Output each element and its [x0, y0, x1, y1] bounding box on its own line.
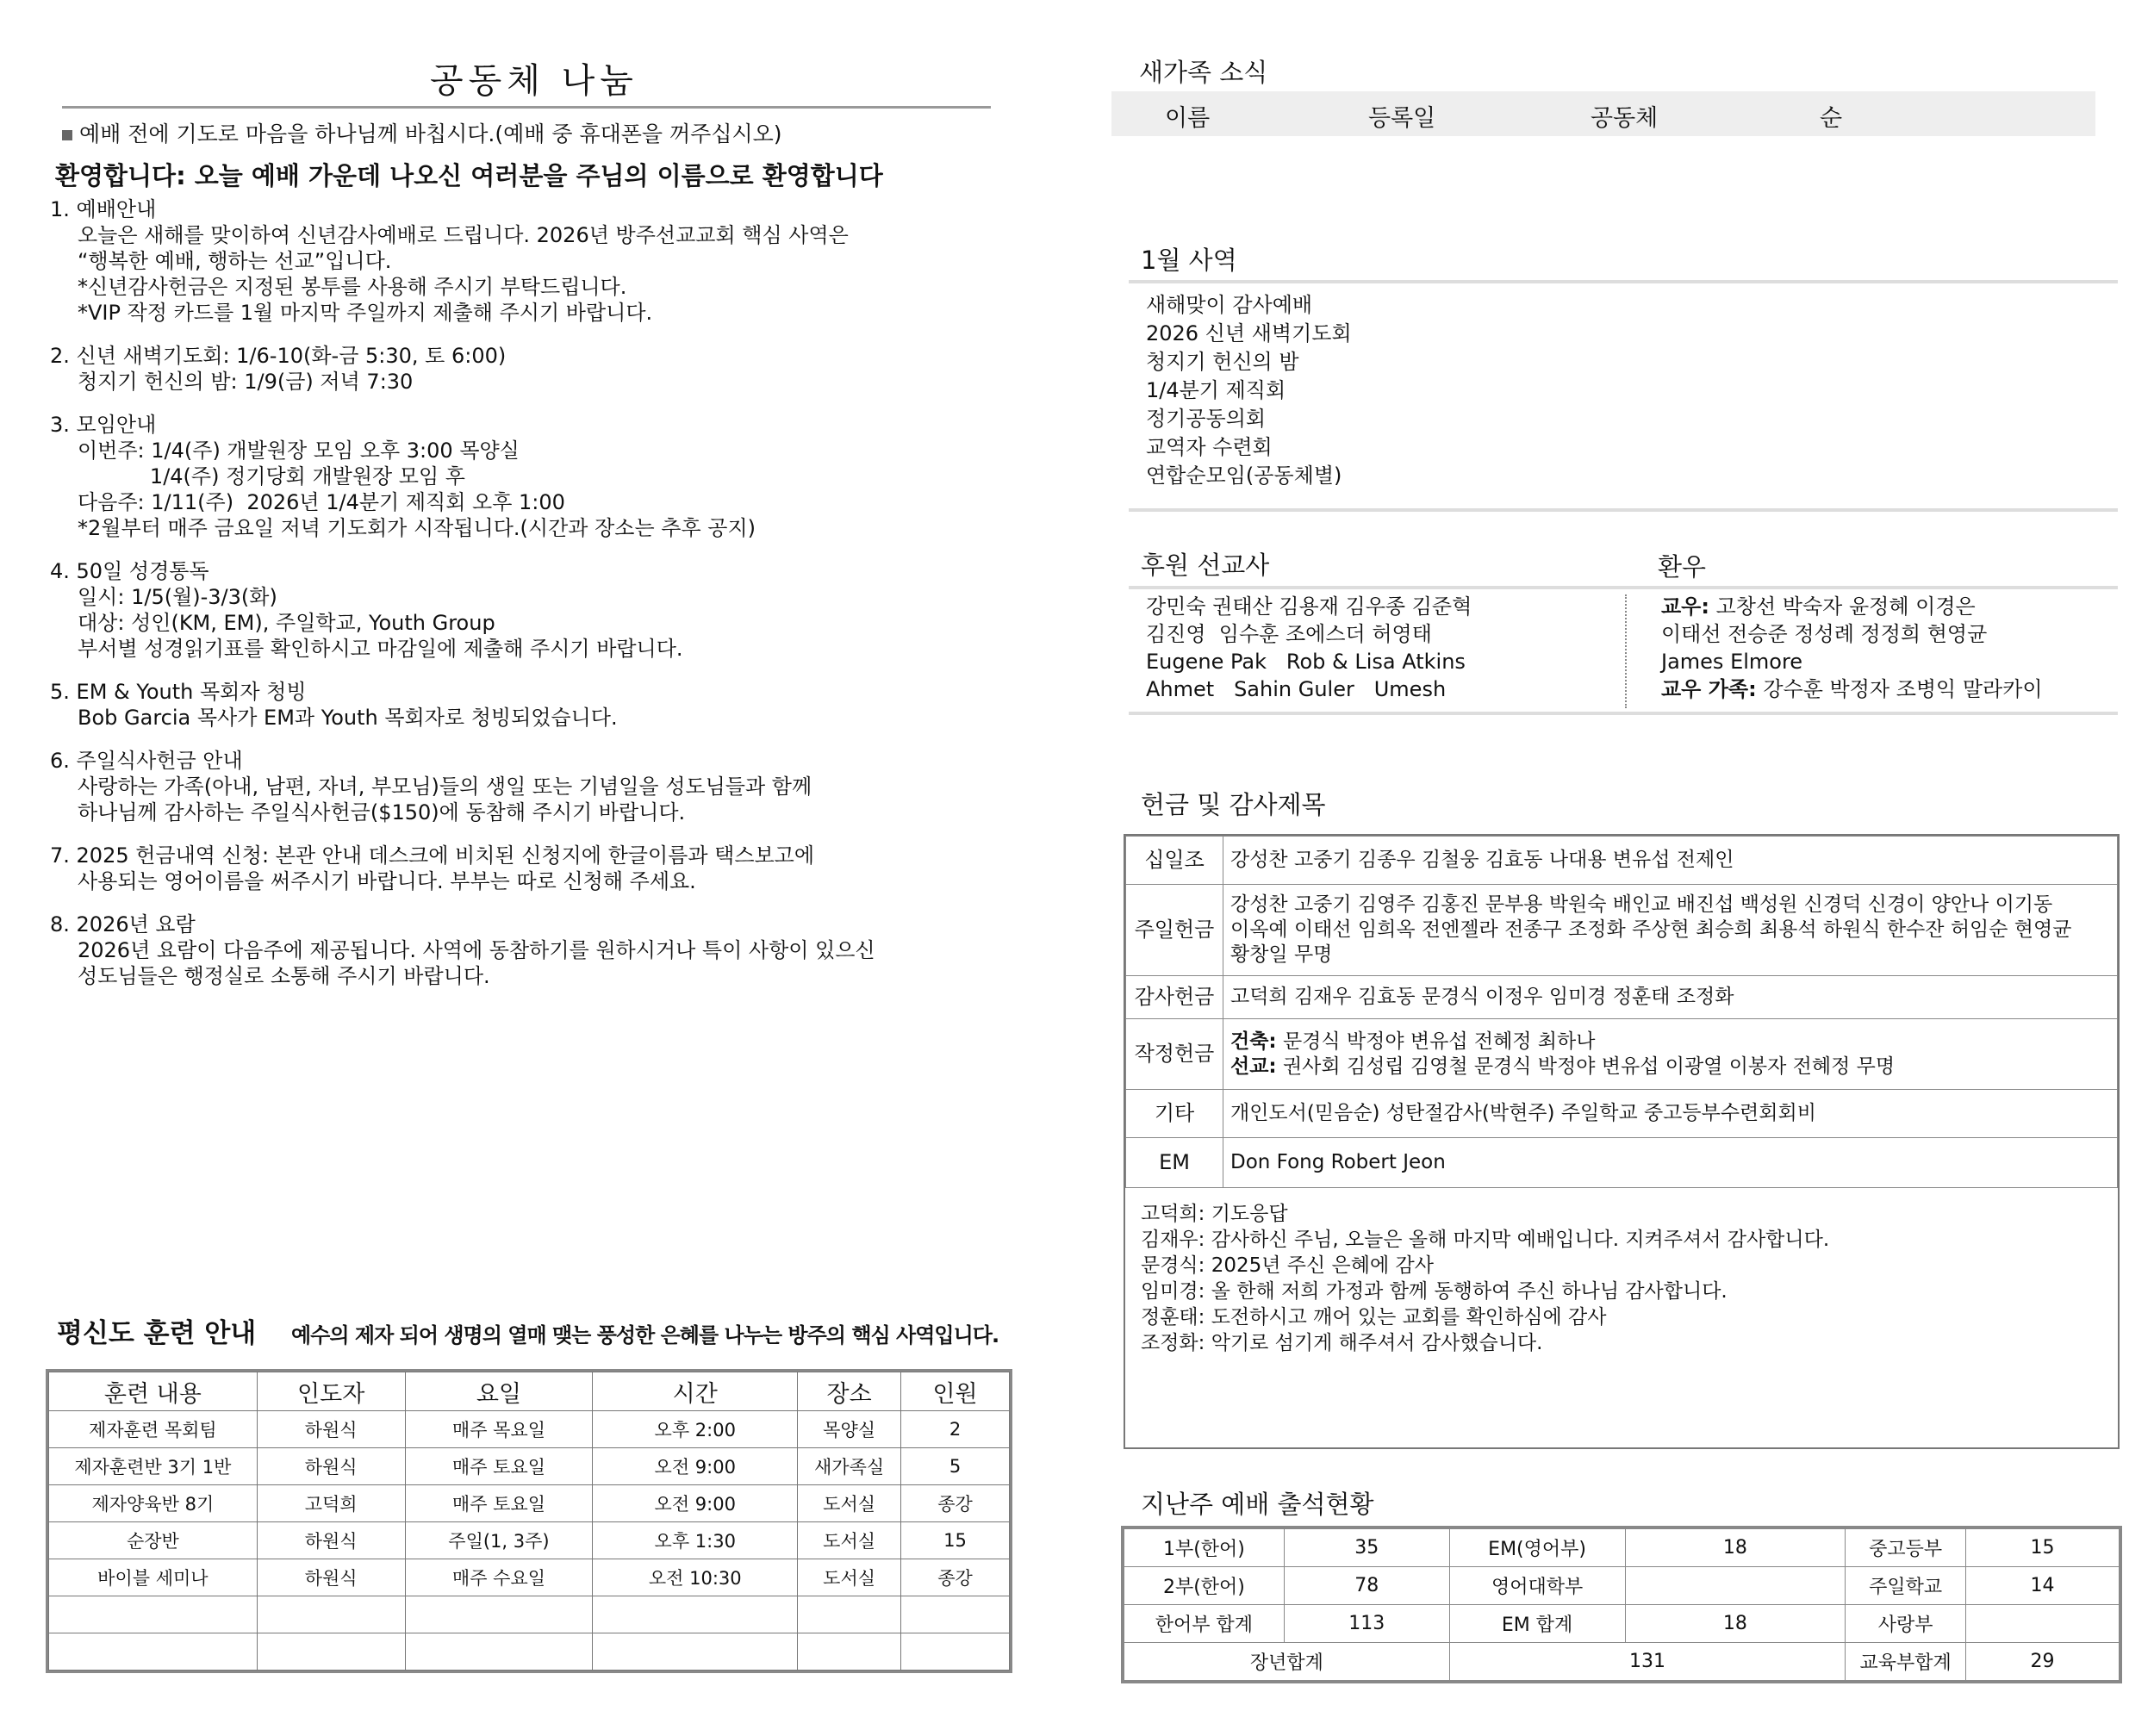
table-cell: 주일(1, 3주): [405, 1522, 593, 1559]
table-cell: 15: [901, 1522, 1010, 1559]
table-cell: 도서실: [798, 1485, 901, 1522]
january-ministry-list: [1146, 291, 1352, 490]
notice-heading: 3. 모임안내: [50, 413, 157, 437]
total-value: 131: [1449, 1643, 1846, 1681]
notice-heading: 6. 주일식사헌금 안내: [50, 749, 243, 773]
missionary-list: [1146, 593, 1472, 703]
table-row: [1124, 1567, 2120, 1605]
row-label: EM: [1126, 1138, 1223, 1188]
table-cell: 매주 수요일: [405, 1559, 593, 1596]
names-line: 강성찬 고중기 김영주 김홍진 문부용 박원숙 배인교 배진섭 백성원 신경덕 신경이 양안나 이기동: [1230, 893, 2053, 916]
notice-heading: 8. 2026년 요람: [50, 912, 196, 936]
table-cell: 제자훈련 목회팀: [49, 1411, 258, 1448]
notice-line: 청지기 헌신의 밤: 1/9(금) 저녁 7:30: [78, 370, 414, 394]
table-cell: 하원식: [257, 1559, 405, 1596]
notice-line: 부서별 성경읽기표를 확인하시고 마감일에 제출해 주시기 바랍니다.: [78, 637, 683, 661]
attendance-table: [1124, 1528, 2120, 1681]
list-item: 2026 신년 새벽기도회: [1146, 321, 1352, 345]
sub-label: 선교:: [1230, 1055, 1277, 1078]
table-cell: 오후 2:00: [593, 1411, 798, 1448]
list-item: Ahmet Sahin Guler Umesh: [1146, 677, 1447, 701]
notice-item: [50, 679, 998, 731]
table-cell: 18: [1625, 1529, 1846, 1567]
table-cell: EM(영어부): [1449, 1529, 1625, 1567]
row-value: [1223, 885, 2118, 976]
list-item: 교역자 수련회: [1146, 435, 1273, 459]
edu-total-label: 교육부합계: [1846, 1643, 1966, 1681]
row-value: 고덕희 김재우 김효동 문경식 이정우 임미경 정훈태 조정화: [1223, 976, 2118, 1019]
notice-line: 2026년 요람이 다음주에 제공됩니다. 사역에 동참하기를 원하시거나 특이 사항이 있으신: [78, 938, 875, 962]
column-header: 요일: [405, 1372, 593, 1411]
notice-line: 대상: 성인(KM, EM), 주일학교, Youth Group: [78, 611, 495, 635]
table-cell: [1625, 1567, 1846, 1605]
table-cell: 1부(한어): [1124, 1529, 1285, 1567]
square-bullet-icon: [62, 130, 72, 140]
row-value: 개인도서(믿음순) 성탄절감사(박현주) 주일학교 중고등부수련회회비: [1223, 1090, 2118, 1138]
column-header: 인원: [901, 1372, 1010, 1411]
table-row: [1126, 1090, 2118, 1138]
table-cell: 제자양육반 8기: [49, 1485, 258, 1522]
names-line: 이옥예 이태선 임희옥 전엔젤라 전종구 조정화 주상현 최승희 최용석 하원식 한수잔 허임순 현영균: [1230, 918, 2072, 941]
table-cell: 35: [1284, 1529, 1449, 1567]
notice-line: *신년감사헌금은 지정된 봉투를 사용해 주시기 부탁드립니다.: [78, 275, 627, 299]
row-value: [1223, 1019, 2118, 1090]
table-cell: 14: [1966, 1567, 2120, 1605]
row-label: 주일헌금: [1126, 885, 1223, 976]
notice-line: 오늘은 새해를 맞이하여 신년감사예배로 드립니다. 2026년 방주선교교회 핵심 사역은: [78, 223, 849, 247]
table-cell: 하원식: [257, 1448, 405, 1485]
page-title: 공동체 나눔: [430, 61, 638, 101]
notice-item: [50, 412, 998, 541]
table-cell: [257, 1596, 405, 1633]
table-cell: 목양실: [798, 1411, 901, 1448]
table-cell: EM 합계: [1449, 1605, 1625, 1643]
list-item: [1661, 593, 2043, 620]
table-row: [1126, 885, 2118, 976]
table-cell: [257, 1633, 405, 1671]
table-row: [1126, 1138, 2118, 1188]
column-header: 공동체: [1591, 105, 1659, 132]
total-label: 장년합계: [1124, 1643, 1450, 1681]
patient-list: [1661, 593, 2043, 703]
table-row: [1124, 1605, 2120, 1643]
table-cell: [798, 1633, 901, 1671]
new-family-header: [1111, 91, 2095, 136]
table-cell: [593, 1596, 798, 1633]
row-label: 기타: [1126, 1090, 1223, 1138]
sub-label: 건축:: [1230, 1030, 1277, 1053]
thanksgiving-notes: [1141, 1201, 1829, 1356]
missionary-title: 후원 선교사: [1141, 551, 1270, 580]
divider: [1129, 280, 2118, 283]
table-cell: [901, 1633, 1010, 1671]
names-line: 황창일 무명: [1230, 943, 1333, 966]
table-cell: 하원식: [257, 1522, 405, 1559]
attendance-title: 지난주 예배 출석현황: [1141, 1490, 1374, 1519]
note-line: 고덕희: 기도응답: [1141, 1203, 1288, 1225]
table-row: [1126, 1019, 2118, 1090]
table-cell: [405, 1596, 593, 1633]
column-header: 이름: [1165, 105, 1211, 132]
notice-line: 하나님께 감사하는 주일식사헌금($150)에 동참해 주시기 바랍니다.: [78, 800, 686, 824]
notice-item: [50, 748, 998, 825]
member-label: 교우:: [1661, 594, 1709, 619]
names: 권사회 김성립 김영철 문경식 박정야 변유섭 이광열 이봉자 전혜정 무명: [1276, 1055, 1896, 1078]
notice-line: 1/4(주) 정기당회 개발원장 모임 후: [78, 464, 465, 488]
table-header-row: [49, 1372, 1010, 1411]
table-cell: 매주 토요일: [405, 1448, 593, 1485]
training-subtitle: 예수의 제자 되어 생명의 열매 맺는 풍성한 은혜를 나누는 방주의 핵심 사역입니다.: [291, 1323, 999, 1347]
table-cell: 18: [1625, 1605, 1846, 1643]
column-header: 훈련 내용: [49, 1372, 258, 1411]
row-label: 십일조: [1126, 837, 1223, 885]
table-cell: 제자훈련반 3기 1반: [49, 1448, 258, 1485]
list-item: 정기공동의회: [1146, 407, 1267, 431]
patient-title: 환우: [1658, 552, 1707, 582]
table-cell: 새가족실: [798, 1448, 901, 1485]
table-cell: 113: [1284, 1605, 1449, 1643]
welcome-message: 환영합니다: 오늘 예배 가운데 나오신 여러분을 주님의 이름으로 환영합니다: [55, 161, 883, 190]
table-cell: 고덕희: [257, 1485, 405, 1522]
notice-line: 이번주: 1/4(주) 개발원장 모임 오후 3:00 목양실: [78, 439, 520, 463]
notice-line: 성도님들은 행정실로 소통해 주시기 바랍니다.: [78, 964, 490, 988]
notice-item: [50, 343, 998, 395]
list-item: Eugene Pak Rob & Lisa Atkins: [1146, 650, 1466, 674]
table-cell: 영어대학부: [1449, 1567, 1625, 1605]
notice-item: [50, 843, 998, 894]
column-header: 시간: [593, 1372, 798, 1411]
row-value: 강성찬 고중기 김종우 김철웅 김효동 나대용 변유섭 전제인: [1223, 837, 2118, 885]
list-item: 1/4분기 제직회: [1146, 378, 1286, 402]
training-table: [48, 1372, 1010, 1671]
table-cell: 도서실: [798, 1522, 901, 1559]
table-row: [1126, 976, 2118, 1019]
notice-heading: 7. 2025 헌금내역 신청: 본관 안내 데스크에 비치된 신청지에 한글이름과 택스보고에: [50, 843, 815, 868]
row-label: 작정헌금: [1126, 1019, 1223, 1090]
notice-line: “행복한 예배, 행하는 선교”입니다.: [78, 249, 392, 273]
table-row: [49, 1633, 1010, 1671]
note-line: 조정화: 악기로 섬기게 해주셔서 감사했습니다.: [1141, 1332, 1543, 1354]
divider: [1129, 508, 2118, 512]
table-row: [49, 1522, 1010, 1559]
list-item: 연합순모임(공동체별): [1146, 464, 1342, 488]
table-cell: 오후 1:30: [593, 1522, 798, 1559]
dotted-divider: [1625, 594, 1627, 708]
notice-item: [50, 558, 998, 662]
table-cell: [1966, 1605, 2120, 1643]
list-item: 새해맞이 감사예배: [1146, 293, 1313, 317]
table-cell: 한어부 합계: [1124, 1605, 1285, 1643]
notice-line: Bob Garcia 목사가 EM과 Youth 목회자로 청빙되었습니다.: [78, 706, 618, 730]
family-label: 교우 가족:: [1661, 677, 1757, 701]
table-row: [49, 1448, 1010, 1485]
table-cell: 주일학교: [1846, 1567, 1966, 1605]
note-line: 김재우: 감사하신 주님, 오늘은 올해 마지막 예배입니다. 지켜주셔서 감사합니다.: [1141, 1229, 1830, 1251]
table-row: [49, 1485, 1010, 1522]
divider: [1129, 586, 2118, 589]
list-item: 김진영 임수훈 조에스더 허영태: [1146, 622, 1432, 646]
training-title: 평신도 훈련 안내: [57, 1318, 257, 1349]
notice-line: 사랑하는 가족(아내, 남편, 자녀, 부모님)들의 생일 또는 기념일을 성도님들과 함께: [78, 775, 812, 799]
row-label: 감사헌금: [1126, 976, 1223, 1019]
notice-item: [50, 196, 998, 326]
names: 고창선 박숙자 윤정혜 이경은: [1709, 594, 1976, 619]
table-cell: [901, 1596, 1010, 1633]
column-header: 등록일: [1368, 105, 1436, 132]
table-cell: [49, 1633, 258, 1671]
notice-heading: 1. 예배안내: [50, 197, 157, 221]
new-family-title: 새가족 소식: [1139, 58, 1268, 87]
notice-heading: 2. 신년 새벽기도회: 1/6-10(화-금 5:30, 토 6:00): [50, 344, 507, 368]
table-cell: [49, 1596, 258, 1633]
january-ministry-title: 1월 사역: [1141, 246, 1237, 275]
list-item: [1661, 675, 2043, 703]
offering-title: 헌금 및 감사제목: [1141, 790, 1326, 819]
table-cell: 오전 9:00: [593, 1485, 798, 1522]
list-item: 이태선 전승준 정성례 정정희 현영균: [1661, 622, 1988, 646]
table-cell: 매주 토요일: [405, 1485, 593, 1522]
table-cell: 중고등부: [1846, 1529, 1966, 1567]
notice-line: *VIP 작정 카드를 1월 마지막 주일까지 제출해 주시기 바랍니다.: [78, 301, 653, 325]
notice-list: [50, 196, 998, 1006]
table-cell: 78: [1284, 1567, 1449, 1605]
table-row: [49, 1411, 1010, 1448]
divider: [1129, 712, 2118, 715]
column-header: 순: [1820, 105, 1843, 132]
notice-line: 일시: 1/5(월)-3/3(화): [78, 585, 277, 609]
table-cell: 오전 9:00: [593, 1448, 798, 1485]
note-line: 정훈태: 도전하시고 깨어 있는 교회를 확인하심에 감사: [1141, 1306, 1607, 1328]
title-divider: [62, 106, 991, 109]
note-line: 임미경: 올 한해 저희 가정과 함께 동행하여 주신 하나님 감사합니다.: [1141, 1280, 1728, 1303]
notice-line: *2월부터 매주 금요일 저녁 기도회가 시작됩니다.(시간과 장소는 추후 공지): [78, 516, 756, 540]
notice-heading: 5. EM & Youth 목회자 청빙: [50, 680, 307, 704]
list-item: 강민숙 권태산 김용재 김우종 김준혁: [1146, 594, 1472, 619]
table-row: [1126, 837, 2118, 885]
notice-heading: 4. 50일 성경통독: [50, 559, 209, 583]
names: 강수훈 박정자 조병익 말라카이: [1756, 677, 2043, 701]
table-cell: [798, 1596, 901, 1633]
names: 문경식 박정야 변유섭 전혜정 최하나: [1276, 1030, 1596, 1053]
table-row: [49, 1559, 1010, 1596]
offering-table: [1125, 836, 2118, 1188]
table-cell: 종강: [901, 1485, 1010, 1522]
table-cell: 15: [1966, 1529, 2120, 1567]
table-cell: 도서실: [798, 1559, 901, 1596]
table-cell: 2: [901, 1411, 1010, 1448]
column-header: 인도자: [257, 1372, 405, 1411]
notice-item: [50, 912, 998, 989]
notice-line: 사용되는 영어이름을 써주시기 바랍니다. 부부는 따로 신청해 주세요.: [78, 869, 696, 893]
table-cell: 바이블 세미나: [49, 1559, 258, 1596]
notice-line: 다음주: 1/11(주) 2026년 1/4분기 제직회 오후 1:00: [78, 490, 565, 514]
offering-box: [1124, 834, 2120, 1449]
row-value: Don Fong Robert Jeon: [1223, 1138, 2118, 1188]
table-cell: 5: [901, 1448, 1010, 1485]
table-row: [1124, 1529, 2120, 1567]
table-row: [49, 1596, 1010, 1633]
table-cell: 하원식: [257, 1411, 405, 1448]
column-header: 장소: [798, 1372, 901, 1411]
list-item: 청지기 헌신의 밤: [1146, 350, 1299, 374]
table-cell: 2부(한어): [1124, 1567, 1285, 1605]
note-line: 문경식: 2025년 주신 은혜에 감사: [1141, 1254, 1434, 1277]
table-cell: 오전 10:30: [593, 1559, 798, 1596]
table-row: [1124, 1643, 2120, 1681]
table-cell: 순장반: [49, 1522, 258, 1559]
table-cell: 종강: [901, 1559, 1010, 1596]
names-line: [1230, 1055, 2110, 1080]
prayer-note: [62, 117, 782, 148]
prayer-note-text: 예배 전에 기도로 마음을 하나님께 바칩시다.(예배 중 휴대폰을 꺼주십시오): [79, 121, 782, 146]
table-cell: 매주 목요일: [405, 1411, 593, 1448]
list-item: James Elmore: [1661, 650, 1803, 674]
edu-total-value: 29: [1966, 1643, 2120, 1681]
table-cell: [593, 1633, 798, 1671]
table-cell: [405, 1633, 593, 1671]
table-cell: 사랑부: [1846, 1605, 1966, 1643]
names-line: [1230, 1030, 2110, 1055]
